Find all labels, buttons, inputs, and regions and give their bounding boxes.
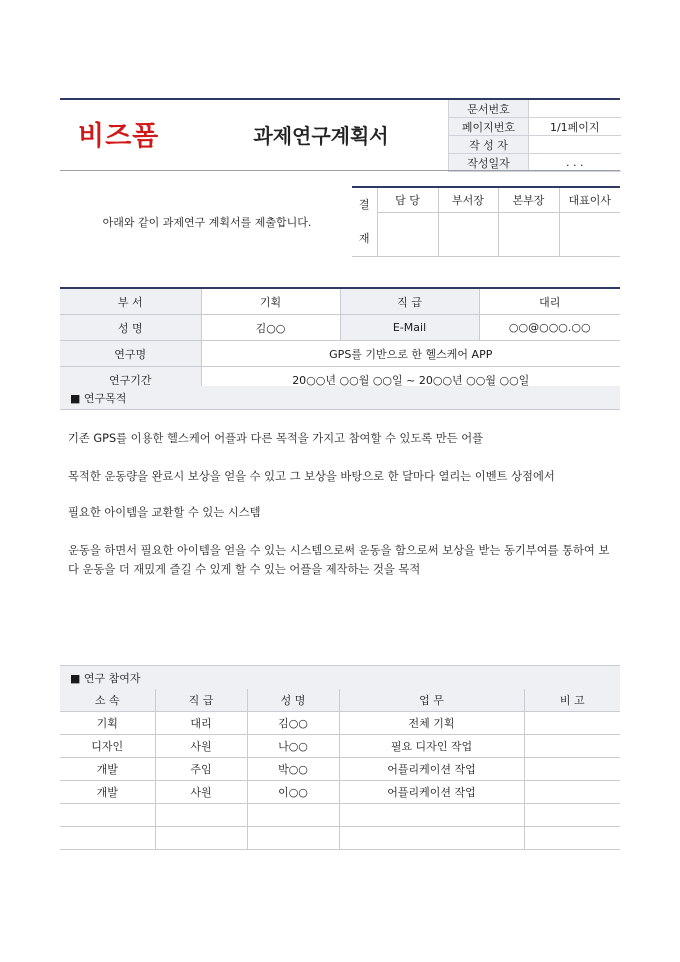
member-affiliation[interactable] [60, 827, 155, 850]
member-name[interactable]: 나○○ [247, 735, 339, 758]
member-note[interactable] [524, 827, 620, 850]
meta-row [449, 118, 621, 136]
approval-role: 본부장 [498, 187, 559, 213]
researcher-info-table [60, 287, 620, 393]
meta-label: 작성일자 [449, 154, 529, 172]
column-header: 소 속 [60, 689, 155, 712]
table-row [60, 827, 620, 850]
document-meta-table [448, 100, 621, 172]
member-position[interactable] [155, 804, 247, 827]
members-header-row [60, 689, 620, 712]
table-row [60, 804, 620, 827]
table-row [60, 758, 620, 781]
research-period-label: 연구기간 [60, 367, 201, 393]
member-affiliation[interactable]: 개발 [60, 781, 155, 804]
member-affiliation[interactable]: 디자인 [60, 735, 155, 758]
header-bottom-rule [60, 170, 620, 171]
member-task[interactable]: 어플리케이션 작업 [339, 758, 524, 781]
meta-value[interactable] [529, 100, 621, 118]
research-name-label: 연구명 [60, 341, 201, 367]
approval-side-label [352, 187, 377, 257]
member-name[interactable]: 박○○ [247, 758, 339, 781]
approval-role: 담 당 [377, 187, 438, 213]
approval-sign-box[interactable] [438, 213, 498, 257]
purpose-section-title: ■ 연구목적 [70, 392, 127, 405]
approval-sign-box[interactable] [377, 213, 438, 257]
table-row [60, 735, 620, 758]
purpose-section-header [60, 386, 620, 410]
table-row [60, 781, 620, 804]
member-name[interactable]: 이○○ [247, 781, 339, 804]
dept-value[interactable]: 기획 [201, 288, 340, 315]
member-note[interactable] [524, 735, 620, 758]
approval-sign-box[interactable] [498, 213, 559, 257]
email-value[interactable]: ○○@○○○.○○ [479, 315, 620, 341]
member-affiliation[interactable] [60, 804, 155, 827]
research-name-value[interactable]: GPS를 기반으로 한 헬스케어 APP [201, 341, 620, 367]
member-name[interactable] [247, 827, 339, 850]
meta-label: 문서번호 [449, 100, 529, 118]
approval-side-bottom: 재 [358, 232, 370, 245]
purpose-paragraph: 목적한 운동량을 완료시 보상을 얻을 수 있고 그 보상을 바탕으로 한 달마다 열리는 이벤트 상점에서 [68, 470, 555, 483]
members-section-title: ■ 연구 참여자 [70, 672, 141, 685]
member-task[interactable]: 전체 기획 [339, 712, 524, 735]
members-table [60, 689, 620, 850]
column-header: 업 무 [339, 689, 524, 712]
member-task[interactable]: 어플리케이션 작업 [339, 781, 524, 804]
column-header: 비 고 [524, 689, 620, 712]
meta-label: 작 성 자 [449, 136, 529, 154]
column-header: 성 명 [247, 689, 339, 712]
purpose-paragraph: 필요한 아이템을 교환할 수 있는 시스템 [68, 506, 261, 519]
dept-label: 부 서 [60, 288, 201, 315]
meta-value[interactable]: 1/1페이지 [529, 118, 621, 136]
member-affiliation[interactable]: 개발 [60, 758, 155, 781]
meta-row [449, 100, 621, 118]
meta-value[interactable]: . . . [529, 154, 621, 172]
member-affiliation[interactable]: 기획 [60, 712, 155, 735]
member-position[interactable]: 주임 [155, 758, 247, 781]
member-note[interactable] [524, 758, 620, 781]
member-note[interactable] [524, 712, 620, 735]
member-position[interactable]: 사원 [155, 781, 247, 804]
member-name[interactable]: 김○○ [247, 712, 339, 735]
approval-table [352, 186, 620, 257]
member-task[interactable] [339, 804, 524, 827]
position-label: 직 급 [340, 288, 479, 315]
member-position[interactable]: 사원 [155, 735, 247, 758]
table-row [60, 712, 620, 735]
position-value[interactable]: 대리 [479, 288, 620, 315]
member-position[interactable] [155, 827, 247, 850]
member-task[interactable]: 필요 디자인 작업 [339, 735, 524, 758]
member-name[interactable] [247, 804, 339, 827]
approval-sign-box[interactable] [559, 213, 620, 257]
purpose-paragraph: 운동을 하면서 필요한 아이템을 얻을 수 있는 시스템으로써 운동을 함으로써 보상을 받는 동기부여를 통하여 보다 운동을 더 재밌게 즐길 수 있게 할 수 있는 어플을 제작하는 것을 목적 [68, 544, 610, 576]
member-note[interactable] [524, 781, 620, 804]
approval-side-top: 결 [358, 198, 370, 211]
brand-logo: 비즈폼 [78, 121, 160, 152]
email-label: E-Mail [340, 315, 479, 341]
meta-row [449, 154, 621, 172]
member-task[interactable] [339, 827, 524, 850]
approval-role: 부서장 [438, 187, 498, 213]
meta-value[interactable] [529, 136, 621, 154]
research-period-value[interactable]: 20○○년 ○○월 ○○일 ~ 20○○년 ○○월 ○○일 [201, 367, 620, 393]
intro-text: 아래와 같이 과제연구 계획서를 제출합니다. [102, 216, 312, 229]
purpose-paragraph: 기존 GPS를 이용한 헬스케어 어플과 다른 목적을 가지고 참여할 수 있도록 만든 어플 [68, 432, 484, 445]
name-label: 성 명 [60, 315, 201, 341]
member-note[interactable] [524, 804, 620, 827]
approval-role: 대표이사 [559, 187, 620, 213]
members-section-header [60, 665, 620, 690]
name-value[interactable]: 김○○ [201, 315, 340, 341]
document-title: 과제연구계획서 [253, 124, 389, 148]
member-position[interactable]: 대리 [155, 712, 247, 735]
column-header: 직 급 [155, 689, 247, 712]
meta-row [449, 136, 621, 154]
meta-label: 페이지번호 [449, 118, 529, 136]
